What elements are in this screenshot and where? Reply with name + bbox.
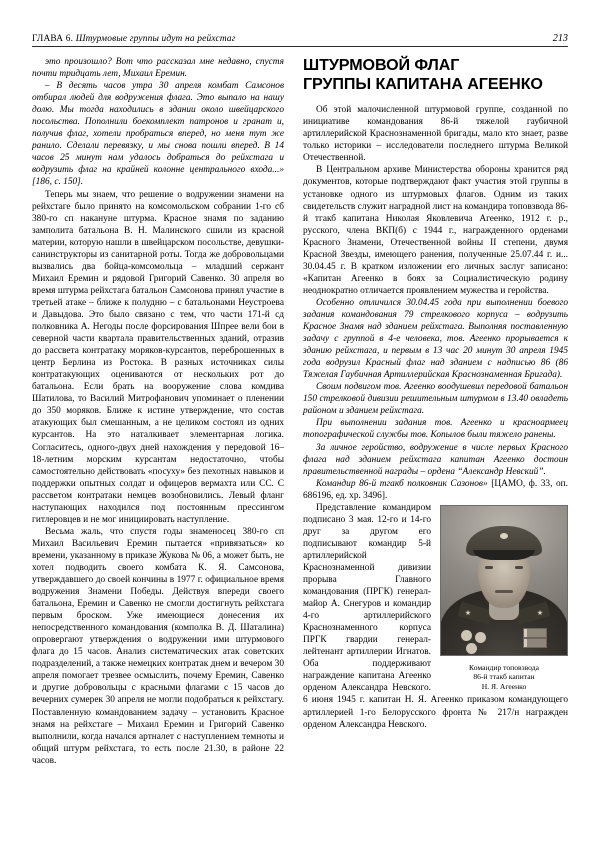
medal-icon	[461, 630, 472, 641]
paragraph: За личное геройство, водружение в числе первых Красного флага над зданием рейхстага капитан Агеенко достоин правительственной награды – ордена “Александр Невский”.	[303, 442, 568, 477]
paragraph: Весьма жаль, что спустя годы знаменосец 380-го сп Михаил Васильевич Еремин пытается «привязаться» ко времени, указанному в приказе Жукова № 06, а может быть, не хотел подводить своего комбата К. Я. Самсонова, утверждавшего до своей кончины в 1977 г. официальное время водружения Знамени Победы. Действуя впереди своего батальона, Еремин и Савенко не смогли достигнуть рейхстага первым броском. Уже имеющиеся донесения их непосредственного командования (комполка В. Д. Шаталина) опровергают утверждения о водружении ими штурмового флага до 15 часов. Анализ систематических атак советских подразделений, а также немецких контратак днем и вечером 30 апреля помогает трезвее осмыслить, почему Еремин, Савенко и другие добровольцы с красными флагами с 15 часов до вечерних сумерек 30 апреля не могли подобраться к рейхстагу. Поставленную командованием задачу – установить Красное знамя на рейхстаге – Михаил Еремин и Григорий Савенко выполнили, когда начался артналет с наступлением темноты и общий штурм рейхстага, то есть после 21.30, в районе 22 часов.	[32, 526, 284, 766]
eye-right	[515, 566, 523, 569]
paragraph: – В десять часов утра 30 апреля комбат Самсонов отбирал людей для водружения флага. Это выпало на нашу долю. Мы тогда находились в здании около швейцарского посольства. Пополнили боекомплект патронов и гранат и, получив флаг, хотели пробраться вперед, но меня тут же ранило. Сделали перевязку, и мы снова пошли вперед. В 14 часов 25 минут нам удалось добраться до рейхстага и водрузить флаг на крайней колонне центрального входа...» [186, с. 150].	[32, 81, 284, 188]
right-column	[303, 56, 568, 731]
paragraph: В Центральном архиве Министерства обороны хранится ряд документов, которые подтверждают факт участия этой группы в установке одного из штурмовых флагов. Одним из таких свидетельств служит наградной лист на командира топовзвода 86-й тгакб капитана Николая Яковлевича Агеенко, 1912 г. р., русского, члена ВКП(б) с 1944 г., награжденного орденами Красного Знамени, Отечественной войны II степени, двумя Красной Звезды, имеющего ранения, полученные 25.07.44 г. и... 30.04.45 г. В кратком изложении его личных заслуг записано: «Капитан Агеенко в боях за Социалистическую родину неоднократно отличается проявлением мужества и геройства.	[303, 165, 568, 296]
ribbon-bar-icon	[523, 628, 547, 638]
figure	[440, 505, 568, 692]
paragraph: При выполнении задания тов. Агеенко и красноармеец топографической службы тов. Копылов были тяжело ранены.	[303, 418, 568, 441]
chapter-label: ГЛАВА 6.	[32, 34, 74, 44]
section-heading	[303, 56, 568, 93]
paragraph: это произошло? Вот что рассказал мне недавно, спустя почти тридцать лет, Михаил Еремин.	[32, 57, 284, 80]
figure-caption-line-1: Командир топовзвода	[469, 662, 539, 672]
cap-badge-icon	[500, 533, 508, 539]
chapter-title: Штурмовые группы идут на рейхстаг	[75, 34, 236, 44]
paragraph: Своим подвигом тов. Агеенко воодушевил передовой батальон 150 стрелковой дивизии решительным штурмом в 13.40 овладеть районом и зданием рейхстага.	[303, 382, 568, 417]
figure-caption-line-3: Н. Я. Агеенко	[481, 681, 527, 691]
running-header-title-group	[32, 34, 236, 44]
mouth	[495, 590, 513, 593]
ribbon-bar-icon	[523, 638, 547, 648]
section-heading-line-2: ГРУППЫ КАПИТАНА АГЕЕНКО	[303, 74, 543, 93]
portrait-photograph	[440, 505, 568, 656]
left-column	[32, 56, 284, 767]
citation-signature: Командир 86-й тгакб полковник Сазонов»	[316, 478, 488, 489]
medal-icon	[475, 632, 486, 643]
paragraph: Представление командиром подписано 3 мая. 12-го и 14-го друг за другом его подписывают командир 5-й артиллерийской Краснознаменной дивизии прорыва Главного командования (ПРГК) генерал-майор А. Снегуров и командир 4-го артиллерийского Краснознаменного корпуса ПРГК гвардии генерал-лейтенант артиллерии Игнатов. Оба поддерживают награждение капитана Агеенко орденом Александра Невского. 6 июня 1945 г. капитан Н. Я. Агеенко приказом командующего артиллерией 1-го Белорусского фронта № 217/н награжден орденом Александра Невского.	[303, 502, 568, 730]
figure-caption-line-2: 86-й ттакб капитан	[473, 672, 535, 682]
running-header	[32, 33, 568, 44]
medal-icon	[466, 643, 477, 654]
header-rule	[32, 46, 568, 47]
section-heading-line-1: ШТУРМОВОЙ ФЛАГ	[303, 56, 460, 74]
paragraph-archive-citation	[303, 478, 568, 502]
paragraph: Особенно отличился 30.04.45 года при выполнении боевого задания командования 79 стрелкового корпуса – водрузить Красное Знамя над зданием рейхстага. Выполняя поставленную задачу с группой в 4-е человека, тов. Агеенко прорывается к зданию рейхстага, и первым в 13 час 20 минут 30 апреля 1945 года водрузил Красный флаг над зданием с надписью 86 (86 Тяжелая Гаубичная Артиллерийская Краснознаменная Бригада).	[303, 297, 568, 381]
eye-left	[485, 566, 493, 569]
figure-caption	[440, 663, 568, 692]
paragraph: Теперь мы знаем, что решение о водружении знамени на рейхстаге было принято на комсомольском собрании 1-го сб 380-го сп накануне штурма. Красное знамя по заданию замполита батальона В. Н. Малинского сшили из красной материи, которую нашли в швейцарском посольстве, девушки-санинструкторы из санитарной роты. Тогда же добровольцами вызвались два бойца-комсомольца – младший сержант Михаил Еремин и рядовой Григорий Савенко. 30 апреля во время штурма рейхстага батальон Самсонова принял участие в третьей атаке – ближе к полудню – с батальонами Неустроева и Давыдова. Это было связано с тем, что части 171-й сд полковника А. Негоды после форсирования Шпрее вели бои в северной части квартала правительственных зданий, отразив до рассвета контратаку моряков-курсантов, переброшенных в центр Берлина из Ростока. В разных источниках силы контратакующих оцениваются от нескольких рот до батальона. Если брать на вооружение слова комдива Шатилова, то Василий Митрофанович упоминает о пленении до 350 моряков. Ближе к истине утверждение, что состав атакующих был смешанным, а не целиком состоял из одних курсантов. На это наталкивает элементарная логика. Согласитесь, одного-двух дней нахождения у передовой 16–18-летним морским курсантам недостаточно, чтобы самостоятельно действовать «посуху» без пехотных навыков и поддержки опытных солдат и офицеров вермахта или СС. С рассветом контратаки немцев возобновились. Левый фланг наступающих находился под постоянным прессингом гитлеровцев и не мог инициировать наступление.	[32, 189, 284, 525]
paragraph: Об этой малочисленной штурмовой группе, созданной по инициативе командования 86-й тяжелой гаубичной артиллерийской Краснознаменной бригады, мало кто знает, разве только историки – исследователи последнего штурма Великой Отечественной.	[303, 105, 568, 164]
page-number: 213	[552, 33, 568, 44]
citation-reference: [ЦАМО, ф. 33, оп. 686196, ед. хр. 3496].	[303, 478, 569, 501]
